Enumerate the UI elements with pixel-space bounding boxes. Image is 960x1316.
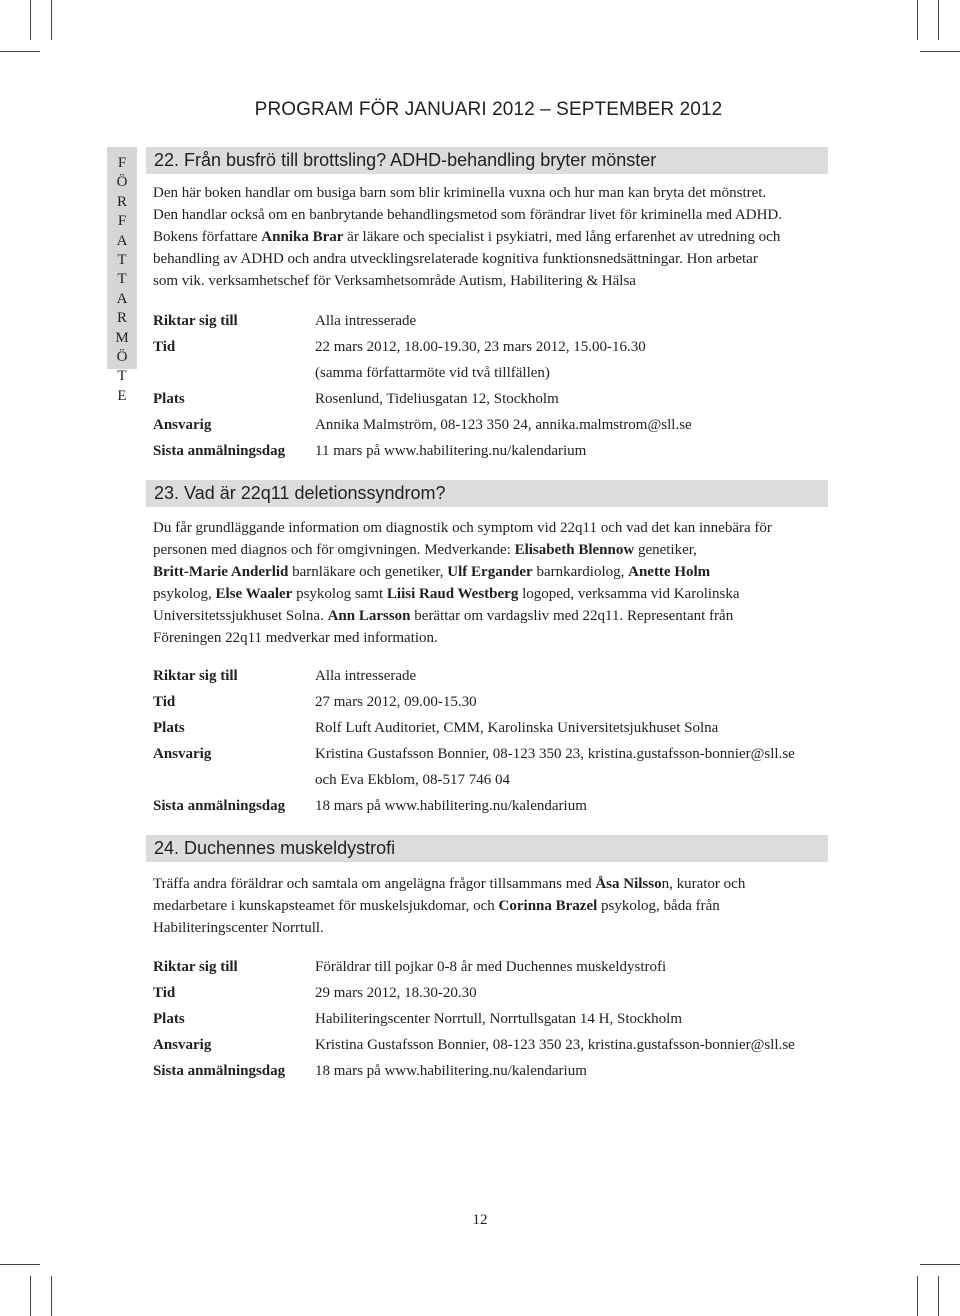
side-tab-letter: Ö [116, 174, 128, 191]
text-run: barnläkare och genetiker, [288, 564, 448, 580]
text-line [153, 204, 833, 226]
side-tab-letter: F [117, 155, 127, 171]
person-name: Annika Brar [261, 229, 344, 245]
detail-value: 18 mars på www.habilitering.nu/kalendarium [315, 798, 587, 814]
text-run: psykolog samt [292, 586, 387, 602]
side-tab [107, 147, 137, 404]
text-run: Den handlar också om en banbrytande behandlingsmetod som förändrar livet för kriminella med ADHD. [153, 207, 782, 223]
crop-mark [51, 1276, 52, 1316]
text-line [153, 583, 833, 605]
person-name: Else Waaler [215, 586, 293, 602]
side-tab-letter: Ö [116, 349, 128, 366]
text-run: barnkardiolog, [532, 564, 629, 580]
text-run: psykolog, [153, 586, 216, 602]
crop-mark [917, 1276, 918, 1316]
section-heading: 22. Från busfrö till brottsling? ADHD-behandling bryter mönster [154, 150, 657, 170]
person-name: Ulf Ergander [447, 564, 533, 580]
text-line [153, 270, 833, 292]
section-description [153, 517, 833, 649]
detail-value: 29 mars 2012, 18.30-20.30 [315, 985, 477, 1001]
page-number: 12 [472, 1212, 488, 1228]
text-line [153, 605, 833, 627]
detail-value: Habiliteringscenter Norrtull, Norrtullsgatan 14 H, Stockholm [315, 1011, 683, 1027]
text-run: logoped, verksamma vid Karolinska [518, 586, 740, 602]
text-run: Habiliteringscenter Norrtull. [153, 920, 324, 936]
text-run: berättar om vardagsliv med 22q11. Representant från [410, 608, 734, 624]
person-name: Liisi Raud Westberg [386, 586, 519, 602]
text-line [153, 226, 833, 248]
person-name: Åsa Nilsso [595, 876, 662, 892]
section-heading-bar [146, 480, 828, 507]
text-line [153, 917, 833, 939]
section-heading: 24. Duchennes muskeldystrofi [154, 838, 396, 858]
detail-value: 18 mars på www.habilitering.nu/kalendarium [315, 1063, 587, 1079]
detail-value: 22 mars 2012, 18.00-19.30, 23 mars 2012, 15.00-16.30 [315, 339, 646, 355]
text-run: genetiker, [634, 542, 697, 558]
side-tab-letter: R [116, 310, 127, 327]
text-line [153, 517, 833, 539]
detail-value: Annika Malmström, 08-123 350 24, annika.malmstrom@sll.se [315, 417, 692, 433]
detail-label: Ansvarig [153, 746, 212, 762]
side-tab-letter: A [116, 232, 128, 249]
crop-mark [30, 1276, 31, 1316]
side-tab-letter: T [117, 368, 127, 385]
detail-value: och Eva Ekblom, 08-517 746 04 [315, 772, 510, 788]
side-tab-letter: T [117, 271, 127, 288]
detail-label: Riktar sig till [153, 313, 238, 329]
side-tab-letter: A [116, 290, 128, 307]
crop-mark [938, 0, 939, 40]
side-tab-letter: R [116, 193, 127, 210]
person-name: Corinna Brazel [498, 898, 598, 914]
side-tab-letter: F [117, 213, 127, 230]
text-run: Universitetssjukhuset Solna. [153, 608, 328, 624]
text-run: behandling av ADHD och andra utvecklingsrelaterade kognitiva funktionsnedsättningar. Hon arbetar [153, 251, 758, 267]
crop-mark [917, 0, 918, 40]
text-run: är läkare och specialist i psykiatri, med lång erfarenhet av utredning och [343, 229, 781, 245]
detail-value: 27 mars 2012, 09.00-15.30 [315, 694, 477, 710]
detail-value: Kristina Gustafsson Bonnier, 08-123 350 23, kristina.gustafsson-bonnier@sll.se [315, 746, 795, 762]
text-line [153, 895, 833, 917]
text-run: Den här boken handlar om busiga barn som blir kriminella vuxna och hur man kan bryta det mönstret. [153, 185, 767, 201]
detail-label: Riktar sig till [153, 668, 238, 684]
page-header: PROGRAM FÖR JANUARI 2012 – SEPTEMBER 2012 [254, 99, 723, 120]
text-line [153, 248, 833, 270]
person-name: Ann Larsson [327, 608, 411, 624]
text-run: personen med diagnos och för omgivningen. Medverkande: [153, 542, 515, 558]
detail-label: Plats [153, 720, 185, 736]
detail-value: Föräldrar till pojkar 0-8 år med Duchennes muskeldystrofi [315, 959, 667, 975]
person-name: Britt-Marie Anderlid [153, 564, 289, 580]
person-name: Anette Holm [628, 564, 711, 580]
text-run: Föreningen 22q11 medverkar med information. [153, 630, 438, 646]
text-line [153, 873, 833, 895]
detail-label: Tid [153, 694, 176, 710]
section-heading-bar [146, 147, 828, 174]
side-tab-letter: M [115, 329, 129, 346]
detail-value: (samma författarmöte vid två tillfällen) [315, 365, 550, 381]
crop-mark [920, 51, 960, 52]
text-run: Du får grundläggande information om diagnostik och symptom vid 22q11 och vad det kan innebära för [153, 520, 772, 536]
detail-label: Ansvarig [153, 417, 212, 433]
crop-mark [0, 51, 40, 52]
detail-label: Plats [153, 391, 185, 407]
text-line [153, 182, 833, 204]
detail-label: Sista anmälningsdag [153, 798, 286, 814]
detail-label: Tid [153, 339, 176, 355]
detail-value: Alla intresserade [315, 668, 417, 684]
text-line [153, 561, 833, 583]
crop-mark [51, 0, 52, 40]
detail-value: Kristina Gustafsson Bonnier, 08-123 350 23, kristina.gustafsson-bonnier@sll.se [315, 1037, 795, 1053]
detail-value: 11 mars på www.habilitering.nu/kalendarium [315, 443, 587, 459]
text-line [153, 627, 833, 649]
crop-mark [30, 0, 31, 40]
detail-value: Rolf Luft Auditoriet, CMM, Karolinska Universitetsjukhuset Solna [315, 720, 719, 736]
section-description [153, 873, 833, 939]
detail-label: Plats [153, 1011, 185, 1027]
text-run: n, kurator och [661, 876, 746, 892]
text-run: som vik. verksamhetschef för Verksamhetsområde Autism, Habilitering & Hälsa [153, 273, 636, 289]
detail-label: Riktar sig till [153, 959, 238, 975]
crop-mark [920, 1264, 960, 1265]
text-run: Bokens författare [153, 229, 262, 245]
text-run: Träffa andra föräldrar och samtala om angelägna frågor tillsammans med [153, 876, 596, 892]
section-description [153, 182, 833, 292]
section-heading-bar [146, 835, 828, 862]
crop-mark [0, 1264, 40, 1265]
person-name: Elisabeth Blennow [514, 542, 635, 558]
detail-label: Sista anmälningsdag [153, 443, 286, 459]
text-run: psykolog, båda från [597, 898, 720, 914]
side-tab-letters [107, 154, 137, 406]
detail-value: Alla intresserade [315, 313, 417, 329]
text-run: medarbetare i kunskapsteamet för muskelsjukdomar, och [153, 898, 499, 914]
detail-label: Tid [153, 985, 176, 1001]
side-tab-letter: T [117, 252, 127, 269]
section-heading: 23. Vad är 22q11 deletionssyndrom? [154, 483, 446, 503]
detail-label: Sista anmälningsdag [153, 1063, 286, 1079]
crop-mark [938, 1276, 939, 1316]
text-line [153, 539, 833, 561]
side-tab-letter: E [117, 387, 127, 404]
detail-label: Ansvarig [153, 1037, 212, 1053]
detail-value: Rosenlund, Tideliusgatan 12, Stockholm [315, 391, 559, 407]
